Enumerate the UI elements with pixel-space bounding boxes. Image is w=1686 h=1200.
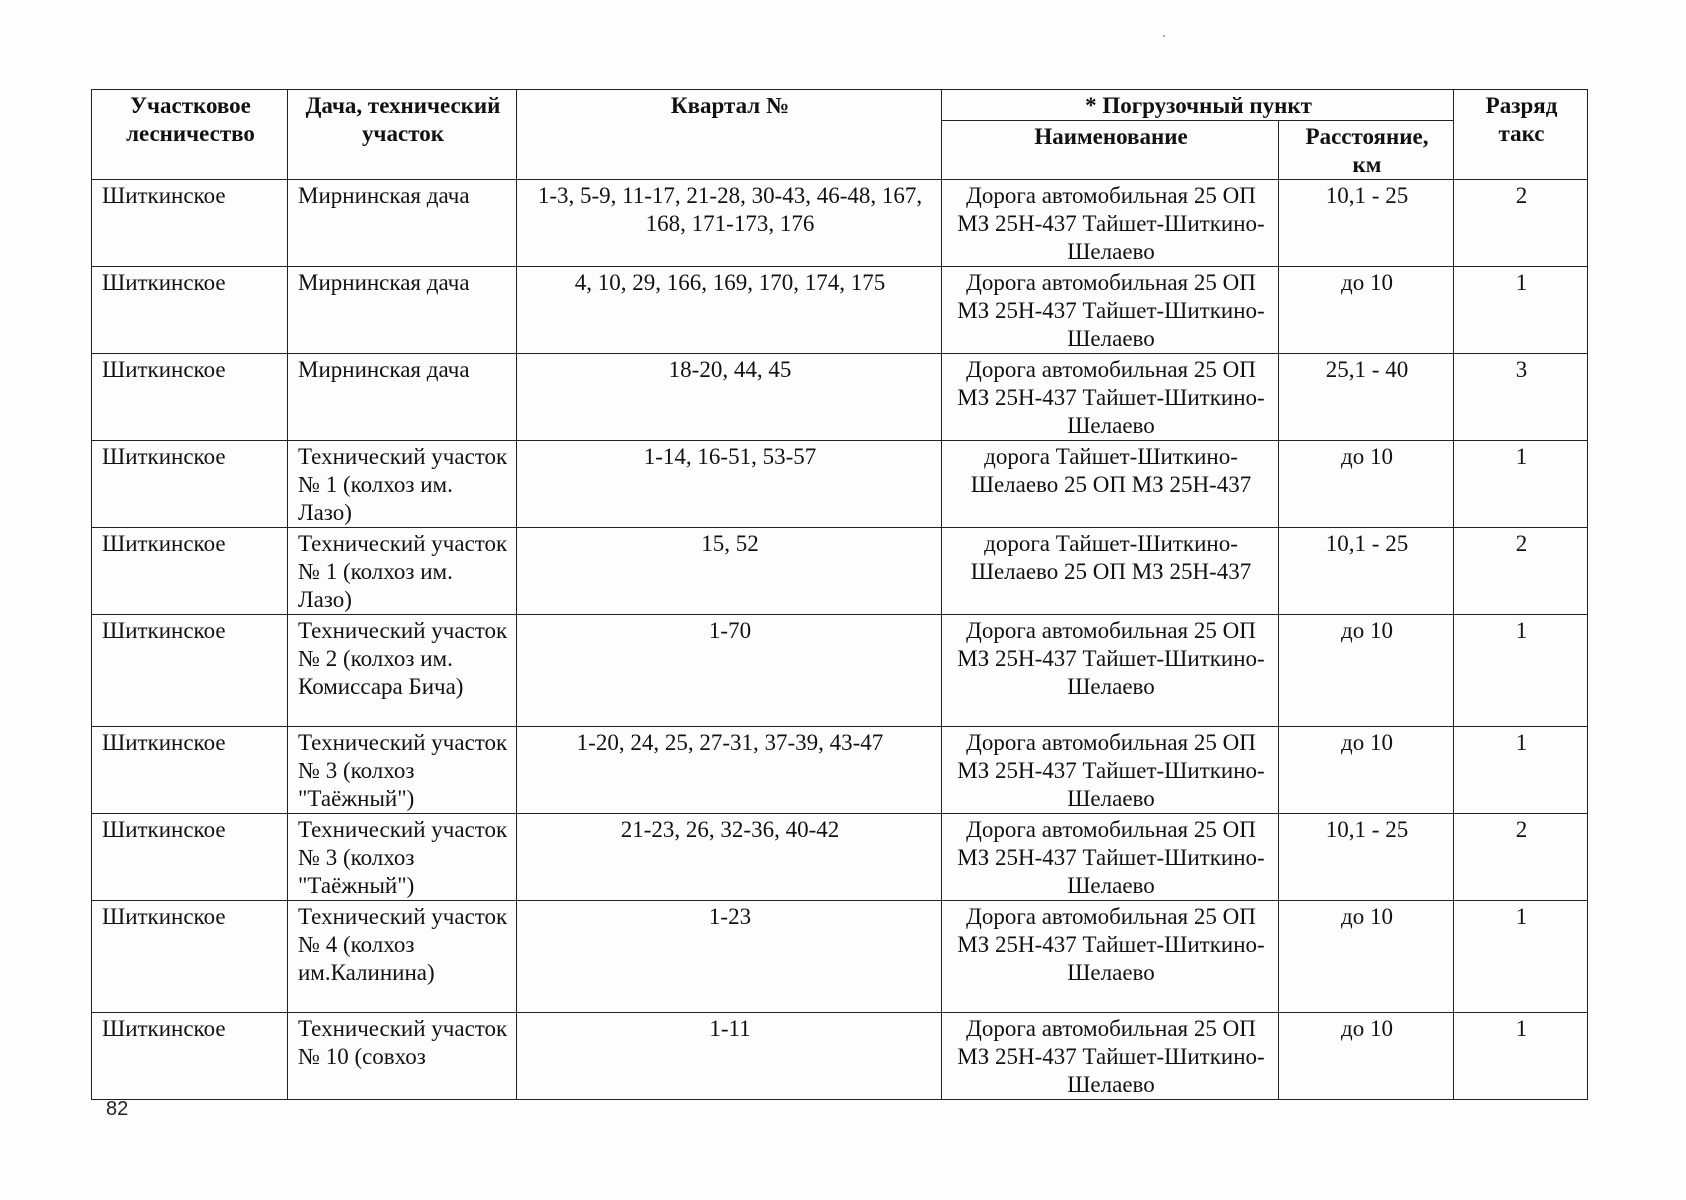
header-forestry: Участковое лесничество <box>92 90 288 180</box>
cell-forestry: Шиткинское <box>92 615 288 727</box>
cell-forestry: Шиткинское <box>92 814 288 901</box>
cell-dacha: Технический участок № 1 (колхоз им. Лазо) <box>288 528 517 615</box>
cell-dacha: Технический участок № 4 (колхоз им.Калинина) <box>288 901 517 1013</box>
cell-dacha: Мирнинская дача <box>288 354 517 441</box>
cell-forestry: Шиткинское <box>92 354 288 441</box>
table-row <box>92 354 1588 441</box>
cell-tax-rank: 3 <box>1454 354 1588 441</box>
cell-loading-point-name: Дорога автомобильная 25 ОП МЗ 25Н-437 Тайшет-Шиткино-Шелаево <box>942 901 1279 1013</box>
table-row <box>92 180 1588 267</box>
cell-loading-point-name: Дорога автомобильная 25 ОП МЗ 25Н-437 Тайшет-Шиткино-Шелаево <box>942 267 1279 354</box>
cell-distance: 10,1 - 25 <box>1279 528 1454 615</box>
cell-distance: 10,1 - 25 <box>1279 180 1454 267</box>
cell-quarter: 18-20, 44, 45 <box>517 354 942 441</box>
table-body <box>92 180 1588 1100</box>
cell-loading-point-name: дорога Тайшет-Шиткино-Шелаево 25 ОП МЗ 25Н-437 <box>942 441 1279 528</box>
cell-tax-rank: 1 <box>1454 615 1588 727</box>
header-name: Наименование <box>942 121 1279 180</box>
cell-quarter: 15, 52 <box>517 528 942 615</box>
page-number: 82 <box>106 1098 129 1120</box>
header-quarter: Квартал № <box>517 90 942 180</box>
cell-forestry: Шиткинское <box>92 901 288 1013</box>
cell-distance: до 10 <box>1279 901 1454 1013</box>
table-row <box>92 814 1588 901</box>
table-row <box>92 441 1588 528</box>
header-tax-rank: Разряд такс <box>1454 90 1588 180</box>
cell-dacha: Технический участок № 3 (колхоз "Таёжный") <box>288 727 517 814</box>
cell-forestry: Шиткинское <box>92 180 288 267</box>
cell-distance: 10,1 - 25 <box>1279 814 1454 901</box>
cell-loading-point-name: Дорога автомобильная 25 ОП МЗ 25Н-437 Тайшет-Шиткино-Шелаево <box>942 727 1279 814</box>
cell-distance: до 10 <box>1279 441 1454 528</box>
cell-quarter: 1-3, 5-9, 11-17, 21-28, 30-43, 46-48, 167, 168, 171-173, 176 <box>517 180 942 267</box>
cell-forestry: Шиткинское <box>92 727 288 814</box>
cell-tax-rank: 1 <box>1454 901 1588 1013</box>
table-row <box>92 727 1588 814</box>
cell-dacha: Технический участок № 1 (колхоз им. Лазо) <box>288 441 517 528</box>
cell-distance: до 10 <box>1279 1013 1454 1100</box>
cell-loading-point-name: Дорога автомобильная 25 ОП МЗ 25Н-437 Тайшет-Шиткино-Шелаево <box>942 615 1279 727</box>
cell-quarter: 1-70 <box>517 615 942 727</box>
cell-dacha: Технический участок № 3 (колхоз "Таёжный") <box>288 814 517 901</box>
cell-distance: до 10 <box>1279 615 1454 727</box>
header-dacha: Дача, технический участок <box>288 90 517 180</box>
cell-dacha: Мирнинская дача <box>288 180 517 267</box>
header-row-1 <box>92 90 1588 121</box>
cell-loading-point-name: дорога Тайшет-Шиткино-Шелаево 25 ОП МЗ 25Н-437 <box>942 528 1279 615</box>
cell-quarter: 1-14, 16-51, 53-57 <box>517 441 942 528</box>
table-row <box>92 528 1588 615</box>
cell-tax-rank: 1 <box>1454 441 1588 528</box>
cell-forestry: Шиткинское <box>92 528 288 615</box>
table-row <box>92 267 1588 354</box>
cell-tax-rank: 1 <box>1454 727 1588 814</box>
cell-quarter: 4, 10, 29, 166, 169, 170, 174, 175 <box>517 267 942 354</box>
cell-forestry: Шиткинское <box>92 1013 288 1100</box>
cell-quarter: 21-23, 26, 32-36, 40-42 <box>517 814 942 901</box>
cell-distance: 25,1 - 40 <box>1279 354 1454 441</box>
cell-dacha: Технический участок № 10 (совхоз <box>288 1013 517 1100</box>
cell-tax-rank: 1 <box>1454 267 1588 354</box>
cell-tax-rank: 1 <box>1454 1013 1588 1100</box>
header-distance: Расстояние, км <box>1279 121 1454 180</box>
cell-quarter: 1-20, 24, 25, 27-31, 37-39, 43-47 <box>517 727 942 814</box>
cell-distance: до 10 <box>1279 267 1454 354</box>
cell-tax-rank: 2 <box>1454 528 1588 615</box>
cell-loading-point-name: Дорога автомобильная 25 ОП МЗ 25Н-437 Тайшет-Шиткино-Шелаево <box>942 180 1279 267</box>
table-row <box>92 1013 1588 1100</box>
cell-distance: до 10 <box>1279 727 1454 814</box>
cell-forestry: Шиткинское <box>92 441 288 528</box>
table-row <box>92 901 1588 1013</box>
cell-tax-rank: 2 <box>1454 180 1588 267</box>
cell-loading-point-name: Дорога автомобильная 25 ОП МЗ 25Н-437 Тайшет-Шиткино-Шелаево <box>942 814 1279 901</box>
cell-loading-point-name: Дорога автомобильная 25 ОП МЗ 25Н-437 Тайшет-Шиткино-Шелаево <box>942 1013 1279 1100</box>
forest-loading-points-table <box>91 89 1588 1100</box>
cell-loading-point-name: Дорога автомобильная 25 ОП МЗ 25Н-437 Тайшет-Шиткино-Шелаево <box>942 354 1279 441</box>
table-row <box>92 615 1588 727</box>
cell-quarter: 1-23 <box>517 901 942 1013</box>
header-loading-point: * Погрузочный пункт <box>942 90 1454 121</box>
cell-quarter: 1-11 <box>517 1013 942 1100</box>
cell-dacha: Технический участок № 2 (колхоз им. Комиссара Бича) <box>288 615 517 727</box>
cell-forestry: Шиткинское <box>92 267 288 354</box>
cell-tax-rank: 2 <box>1454 814 1588 901</box>
cell-dacha: Мирнинская дача <box>288 267 517 354</box>
scan-artifact <box>1163 35 1165 37</box>
